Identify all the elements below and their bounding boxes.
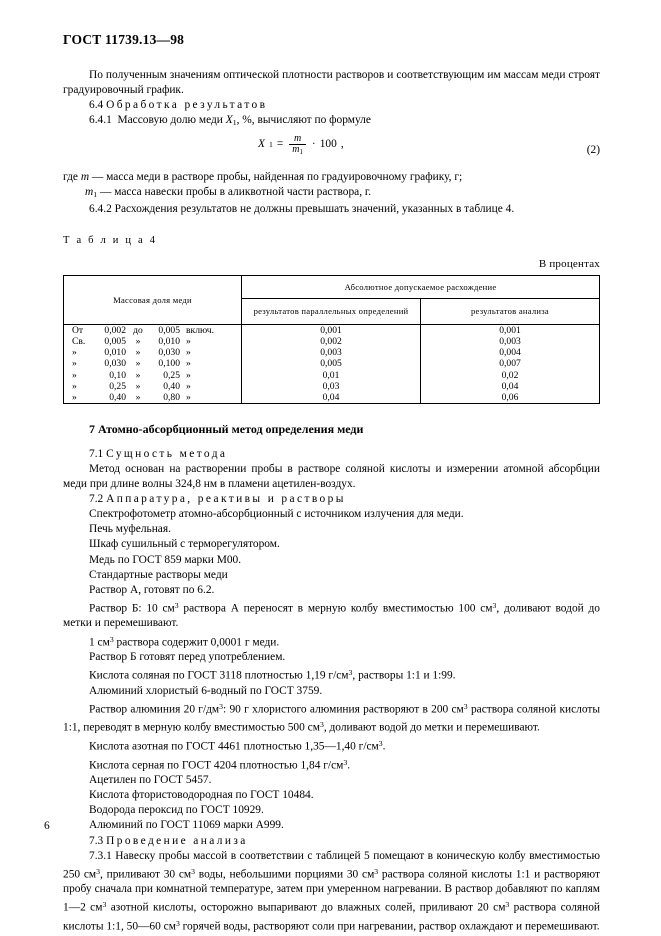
clause-7-3-1-text-d: раствора соляной кислоты 1:1 и растворяют пробу сначала при комнатной температуре, затем при умеренном нагревании. В раствор добавляют по каплям 1—2 см — [63, 868, 601, 914]
clause-6-4-1-text-b: , %, вычисляют по формуле — [236, 114, 371, 127]
h2so4-text-a: Кислота серная по ГОСТ 4204 плотностью 1,84 г/см — [89, 759, 344, 772]
formula-2 — [258, 134, 344, 157]
range-prefix: От — [72, 325, 84, 337]
table-row — [64, 358, 241, 369]
range-connector: » — [135, 336, 141, 348]
unit-exponent: 3 — [374, 866, 379, 876]
unit-exponent: 3 — [219, 701, 224, 711]
list-item: Раствор А, готовят по 6.2. — [89, 583, 215, 596]
section-7-1-number: 7.1 — [89, 447, 104, 460]
table-4-ranges-cell — [64, 325, 242, 404]
section-7-2-heading — [63, 492, 600, 507]
section-7-2-number: 7.2 — [89, 493, 104, 506]
range-prefix: » — [72, 391, 77, 403]
cell-value: 0,005 — [320, 358, 342, 370]
section-6-4-number: 6.4 — [89, 99, 104, 112]
clause-6-4-1 — [63, 113, 600, 130]
clause-7-3-1-text-f: раствора соляной кислоты 1:1, 50—60 см — [63, 901, 600, 933]
formula-denominator-var: m — [292, 144, 300, 156]
table-row — [64, 392, 241, 403]
range-to: 0,010 — [158, 336, 180, 348]
range-from: 0,005 — [104, 336, 126, 348]
cell-value: 0,001 — [499, 325, 521, 337]
table-4-caption: Т а б л и ц а 4 — [63, 234, 158, 246]
clause-7-3-1-text-b: , приливают 30 см — [100, 868, 192, 881]
unit-exponent: 3 — [319, 720, 324, 730]
section-7-3-heading — [63, 834, 600, 849]
page-number: 6 — [44, 820, 50, 832]
range-suffix: » — [186, 369, 191, 381]
table-row — [64, 325, 241, 336]
table-header-absolute-deviation: Абсолютное допускаемое расхождение — [242, 276, 600, 299]
list-item: Стандартные растворы меди — [89, 568, 228, 581]
formula-denominator-subscript: 1 — [299, 148, 303, 156]
section-7-3-title: Проведение анализа — [106, 834, 248, 847]
unit-exponent: 3 — [463, 701, 468, 711]
list-item: Ацетилен по ГОСТ 5457. — [89, 774, 212, 787]
range-suffix: » — [186, 347, 191, 359]
clause-7-3-1-text-e: азотной кислоты, осторожно выпаривают до влажных солей, приливают 20 см — [106, 901, 506, 914]
unit-exponent: 3 — [378, 739, 383, 749]
where-m1-description: — масса навески пробы в аликвотной части раствора, г. — [99, 185, 372, 198]
hno3-text-b: . — [382, 740, 386, 753]
table-header-parallel-determinations: результатов параллельных определений — [242, 299, 421, 325]
solution-b-text-a: Раствор Б: 10 см — [89, 602, 175, 615]
clause-6-4-2: 6.4.2 Расхождения результатов не должны превышать значений, указанных в таблице 4. — [89, 202, 515, 215]
where-definition-m1 — [63, 185, 600, 202]
range-suffix: » — [186, 358, 191, 370]
range-to: 0,80 — [163, 391, 180, 403]
formula-fraction — [289, 134, 306, 157]
range-from: 0,25 — [109, 380, 126, 392]
where-definition-m — [63, 170, 600, 185]
cell-value: 0,007 — [499, 358, 521, 370]
symbol-m1: m — [85, 185, 94, 198]
range-suffix: включ. — [186, 325, 215, 337]
range-suffix: » — [186, 336, 191, 348]
solution-b-text-c: , доливают водой до метки и перемешивают. — [63, 602, 600, 630]
list-item: Медь по ГОСТ 859 марки М00. — [89, 553, 242, 566]
nitric-acid — [63, 736, 600, 755]
range-connector: » — [135, 380, 141, 392]
cell-value: 0,004 — [499, 347, 521, 359]
unit-exponent: 3 — [175, 918, 180, 928]
unit-exponent: 3 — [505, 900, 510, 910]
table-4-units-note: В процентах — [538, 258, 600, 271]
solution-b-preparation — [63, 598, 600, 632]
table-header-mass-fraction: Массовая доля меди — [64, 276, 242, 325]
section-7-1-text: Метод основан на растворении пробы в растворе соляной кислоты и измерении атомной абсорбции меди при длине волны 324,8 нм в пламени ацетилен-воздух. — [63, 463, 600, 491]
symbol-m1-subscript: 1 — [93, 189, 98, 199]
section-6-4-title: Обработка результатов — [106, 99, 268, 112]
concentration-text-b: раствора содержит 0,0001 г меди. — [113, 636, 280, 648]
clause-7-3-1-text-g: горячей воды, растворяют соли при нагревании, раствор охлаждают и перемешивают. — [179, 920, 600, 933]
table-4-head — [64, 276, 600, 325]
range-to: 0,005 — [158, 325, 180, 337]
table-header-analysis-results: результатов анализа — [421, 299, 600, 325]
clause-7-3-1-text-c: воды, небольшими порциями 30 см — [195, 868, 375, 881]
variable-x: X — [225, 114, 233, 127]
range-prefix: » — [72, 347, 77, 359]
cell-value: 0,02 — [501, 369, 519, 381]
range-to: 0,40 — [163, 380, 180, 392]
clause-6-4-1-number: 6.4.1 — [89, 114, 112, 127]
range-connector: » — [135, 358, 141, 370]
hydrochloric-acid — [63, 665, 600, 684]
cell-value: 0,003 — [320, 347, 342, 359]
h2so4-text-b: . — [347, 759, 351, 772]
table-4-analysis-column — [421, 325, 600, 404]
al-sol-text-a: Раствор алюминия 20 г/дм — [89, 703, 220, 716]
range-from: 0,002 — [104, 325, 126, 337]
paragraph-intro: По полученным значениям оптической плотности растворов и соответствующим им массам меди строят градуировочный график. — [63, 69, 600, 97]
concentration-text-a: 1 см — [89, 636, 110, 648]
unit-exponent: 3 — [348, 668, 353, 678]
table-4-parallel-column — [242, 325, 421, 404]
cell-value: 0,001 — [320, 325, 342, 337]
solution-b-text-b: раствора А переносят в мерную колбу вместимостью 100 см — [178, 602, 493, 615]
unit-exponent: 3 — [174, 600, 179, 610]
unit-exponent: 3 — [109, 634, 114, 644]
formula-lhs-var: X — [258, 138, 265, 151]
cell-value: 0,03 — [322, 380, 340, 392]
table-4-data-block — [64, 325, 600, 404]
range-prefix: Св. — [72, 336, 86, 348]
section-7-3-number: 7.3 — [89, 834, 104, 847]
unit-exponent: 3 — [96, 866, 101, 876]
section-7-title: 7 Атомно-абсорбционный метод определения меди — [89, 421, 364, 436]
list-item: Кислота фтористоводородная по ГОСТ 10484. — [89, 789, 314, 802]
section-7-2-title: Аппаратура, реактивы и растворы — [106, 493, 346, 506]
unit-exponent: 3 — [492, 600, 497, 610]
range-from: 0,40 — [109, 391, 126, 403]
formula-equals: = — [276, 138, 284, 151]
list-item: Печь муфельная. — [89, 523, 171, 536]
range-from: 0,010 — [104, 347, 126, 359]
range-prefix: » — [72, 380, 77, 392]
hcl-text-b: , растворы 1:1 и 1:99. — [352, 669, 456, 682]
range-suffix: » — [186, 380, 191, 392]
range-to: 0,100 — [158, 358, 180, 370]
solution-b-freshness: Раствор Б готовят перед употреблением. — [89, 651, 286, 664]
cell-value: 0,003 — [499, 336, 521, 348]
hno3-text-a: Кислота азотная по ГОСТ 4461 плотностью 1,35—1,40 г/см — [89, 740, 379, 753]
cell-value: 0,06 — [501, 391, 519, 403]
formula-denominator — [289, 144, 306, 156]
symbol-m: m — [80, 170, 90, 183]
range-connector: до — [133, 325, 143, 337]
al-sol-text-d: , доливают водой до метки и перемешивают. — [323, 721, 540, 734]
formula-lhs-subscript: 1 — [268, 140, 273, 150]
cell-value: 0,002 — [320, 336, 342, 348]
range-from: 0,030 — [104, 358, 126, 370]
formula-row — [63, 134, 600, 168]
sulfuric-acid — [63, 755, 600, 774]
where-m-description: — масса меди в растворе пробы, найденная по градуировочному графику, г; — [91, 170, 463, 183]
list-item: Шкаф сушильный с терморегулятором. — [89, 538, 280, 551]
standard-code-header: ГОСТ 11739.13—98 — [63, 32, 185, 47]
list-item: Алюминий по ГОСТ 11069 марки А999. — [89, 819, 284, 832]
range-suffix: » — [186, 391, 191, 403]
formula-numerator: m — [293, 132, 302, 144]
range-connector: » — [135, 391, 141, 403]
range-from: 0,10 — [109, 369, 126, 381]
unit-exponent: 3 — [343, 757, 348, 767]
table-row — [64, 381, 241, 392]
unit-exponent: 3 — [102, 900, 107, 910]
cell-value: 0,01 — [322, 369, 340, 381]
range-prefix: » — [72, 369, 77, 381]
range-to: 0,030 — [158, 347, 180, 359]
aluminium-chloride: Алюминий хлористый 6-водный по ГОСТ 3759. — [89, 684, 323, 697]
table-4-body — [64, 325, 600, 404]
unit-exponent: 3 — [191, 866, 196, 876]
al-sol-text-b: : 90 г хлористого алюминия растворяют в 200 см — [223, 703, 464, 716]
range-connector: » — [135, 369, 141, 381]
formula-multiply-dot: · — [311, 138, 316, 151]
where-label: где — [63, 170, 78, 183]
solution-concentration — [63, 632, 600, 651]
formula-trailing-comma: , — [340, 138, 344, 151]
table-row — [64, 336, 241, 347]
clause-7-3-1 — [63, 849, 600, 935]
section-7-1-heading — [63, 447, 600, 462]
equation-number: (2) — [586, 143, 600, 156]
range-prefix: » — [72, 358, 77, 370]
range-to: 0,25 — [163, 369, 180, 381]
cell-value: 0,04 — [501, 380, 519, 392]
clause-6-4-1-text-a: Массовую долю меди — [117, 114, 223, 127]
al-sol-text-c: раствора соляной кислоты 1:1, переводят в мерную колбу вместимостью 500 см — [63, 703, 600, 734]
formula-factor: 100 — [319, 138, 337, 151]
hcl-text-a: Кислота соляная по ГОСТ 3118 плотностью 1,19 г/см — [89, 669, 349, 682]
section-7-1-title: Сущность метода — [106, 447, 228, 460]
table-row — [64, 370, 241, 381]
variable-x-subscript: 1 — [232, 118, 237, 128]
aluminium-solution — [63, 699, 600, 736]
document-body — [63, 68, 600, 935]
cell-value: 0,04 — [322, 391, 340, 403]
table-4 — [63, 275, 600, 404]
clause-7-3-1-text-a: 7.3.1 Навеску пробы массой в соответствии с таблицей 5 помещают в коническую колбу вместимостью 250 см — [63, 849, 600, 881]
list-item: Спектрофотометр атомно-абсорбционный с источником излучения для меди. — [89, 508, 464, 521]
range-connector: » — [135, 347, 141, 359]
table-row — [64, 347, 241, 358]
list-item: Водорода пероксид по ГОСТ 10929. — [89, 804, 264, 817]
section-6-4-heading — [63, 98, 600, 113]
table-header-row-1 — [64, 276, 600, 299]
